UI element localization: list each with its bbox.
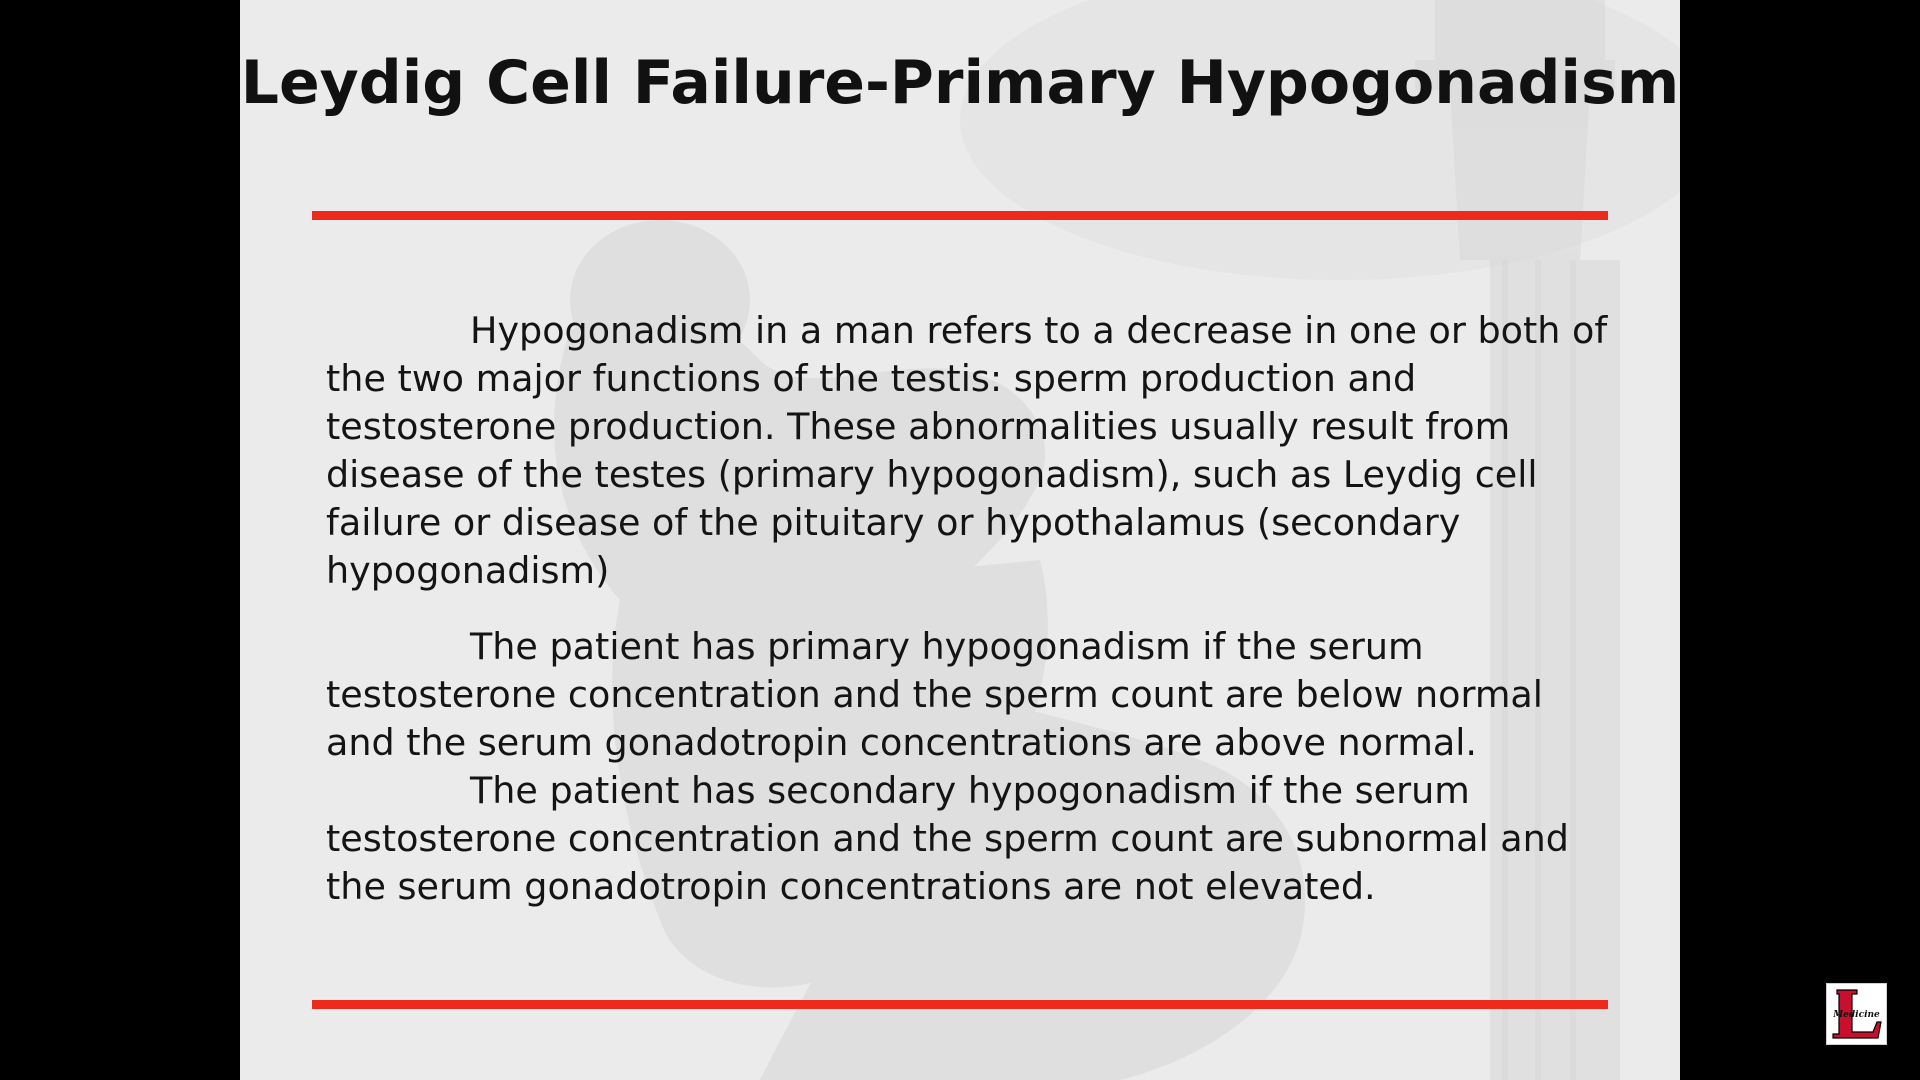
footer-divider-rule xyxy=(312,1000,1608,1009)
body-paragraph-primary: The patient has primary hypogonadism if the serum testosterone concentration and the sperm count are below normal and the serum gonadotropin concentrations are above normal. xyxy=(326,625,1543,764)
slide-title: Leydig Cell Failure-Primary Hypogonadism xyxy=(240,48,1680,118)
body-paragraph-definition: Hypogonadism in a man refers to a decrease in one or both of the two major functions of the testis: sperm production and testosterone production. These abnormalities usually result from disease of the testes (primary hypogonadism), such as Leydig cell failure or disease of the pituitary or hypothalamus (secondary hypogonadism) xyxy=(326,309,1608,592)
university-l-logo-icon xyxy=(1826,983,1887,1045)
presentation-slide xyxy=(240,0,1680,1080)
title-divider-rule xyxy=(312,211,1608,220)
body-paragraph-secondary: The patient has secondary hypogonadism if the serum testosterone concentration and the sperm count are subnormal and the serum gonadotropin concentrations are not elevated. xyxy=(326,769,1569,908)
slide-body-text xyxy=(326,307,1611,911)
logo-text: Medicine xyxy=(1833,1010,1880,1020)
